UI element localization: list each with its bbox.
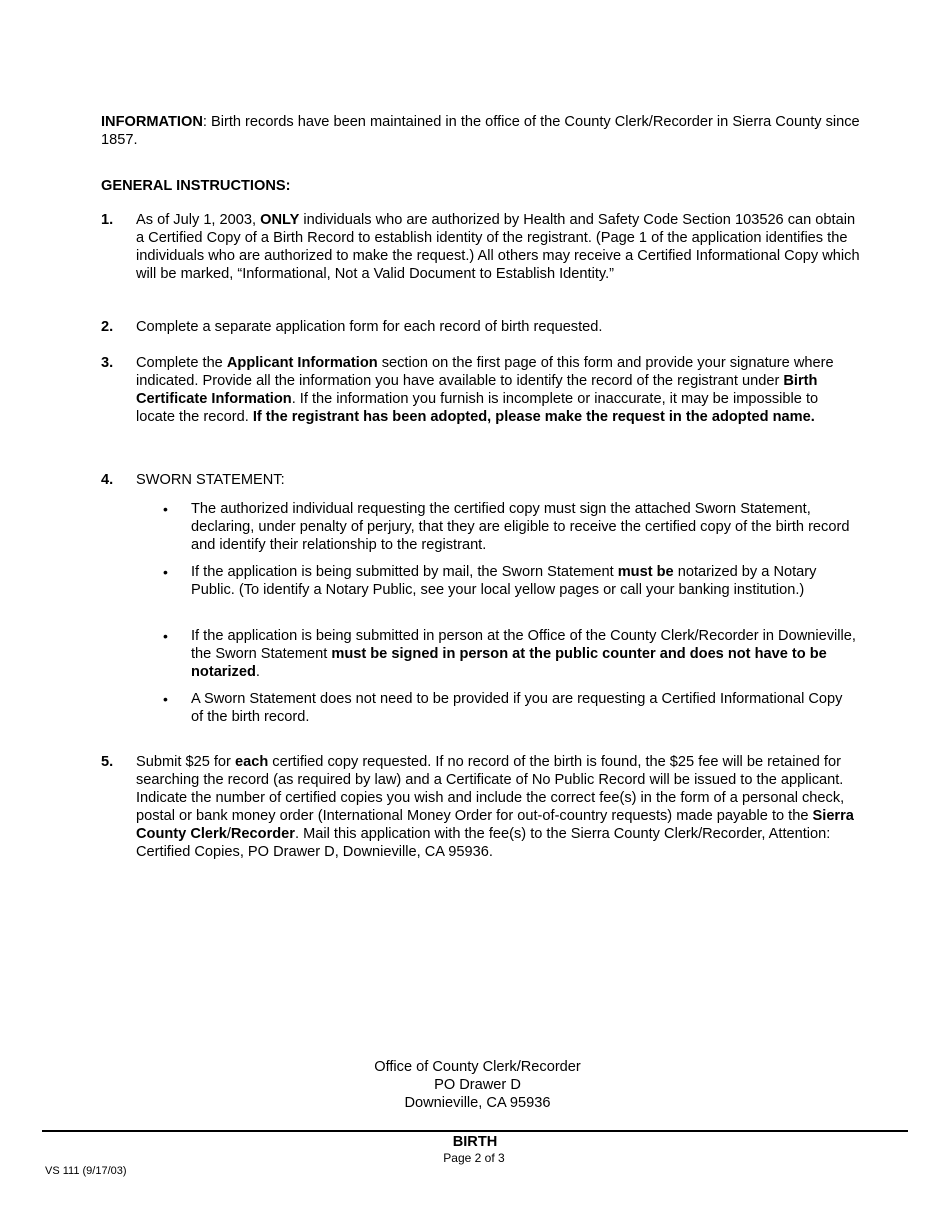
instruction-3: Complete the Applicant Information section on the first page of this form and provide your signature where indicated. Provide all the information you have available to identify the record of the registrant under Birth Certificate Information. If the information you furnish is incomplete or inaccurate, it may be impossible to locate the record. If the registrant has been adopted, please make the request in the adopted name.: [136, 355, 834, 425]
address-line-2: PO Drawer D: [434, 1077, 521, 1093]
instruction-number-1: 1.: [101, 212, 114, 228]
information-text: : Birth records have been maintained in the office of the County Clerk/Recorder in Sierra County since 1857.: [101, 114, 860, 148]
sworn-bullet-4: A Sworn Statement does not need to be provided if you are requesting a Certified Informational Copy of the birth record.: [191, 691, 843, 725]
form-code: VS 111 (9/17/03): [45, 1165, 127, 1177]
instruction-number-2: 2.: [101, 319, 114, 335]
instruction-4-heading: SWORN STATEMENT:: [136, 472, 285, 488]
bullet-dot: •: [163, 564, 168, 580]
sworn-bullet-3: If the application is being submitted in person at the Office of the County Clerk/Recorder in Downieville, the Sworn Statement must be signed in person at the public counter and does not have to be notarized.: [191, 628, 856, 680]
bullet-dot: •: [163, 501, 168, 517]
sworn-bullet-2: If the application is being submitted by mail, the Sworn Statement must be notarized by a Notary Public. (To identify a Notary Public, see your local yellow pages or call your banking institution.): [191, 564, 817, 598]
instruction-1: As of July 1, 2003, ONLY individuals who are authorized by Health and Safety Code Section 103526 can obtain a Certified Copy of a Birth Record to establish identity of the registrant. (Page 1 of the application identifies the individuals who are authorized to make the request.) All others may receive a Certified Informational Copy which will be marked, “Informational, Not a Valid Document to Establish Identity.”: [136, 212, 860, 282]
address-line-3: Downieville, CA 95936: [404, 1095, 551, 1111]
instruction-number-3: 3.: [101, 355, 114, 371]
information-paragraph: [101, 113, 861, 149]
general-instructions-heading: GENERAL INSTRUCTIONS:: [101, 178, 291, 194]
bullet-dot: •: [163, 628, 168, 644]
footer-title: BIRTH: [452, 1134, 498, 1150]
footer-divider: [42, 1130, 908, 1132]
information-label: INFORMATION: [101, 114, 203, 130]
instruction-5: Submit $25 for each certified copy requested. If no record of the birth is found, the $25 fee will be retained for searching the record (as required by law) and a Certificate of No Public Record will be issued to the applicant. Indicate the number of certified copies you wish and include the correct fee(s) in the form of a personal check, postal or bank money order (International Money Order for out-of-country requests) made payable to the Sierra County Clerk/Recorder. Mail this application with the fee(s) to the Sierra County Clerk/Recorder, Attention: Certified Copies, PO Drawer D, Downieville, CA 95936.: [136, 754, 854, 860]
bullet-dot: •: [163, 691, 168, 707]
instruction-2: Complete a separate application form for each record of birth requested.: [136, 319, 603, 335]
instruction-number-4: 4.: [101, 472, 114, 488]
address-line-1: Office of County Clerk/Recorder: [374, 1059, 581, 1075]
instruction-number-5: 5.: [101, 754, 114, 770]
page-number: Page 2 of 3: [443, 1151, 505, 1165]
sworn-bullet-1: The authorized individual requesting the certified copy must sign the attached Sworn Statement, declaring, under penalty of perjury, that they are eligible to receive the certified copy of the birth record and identify their relationship to the registrant.: [191, 501, 850, 553]
